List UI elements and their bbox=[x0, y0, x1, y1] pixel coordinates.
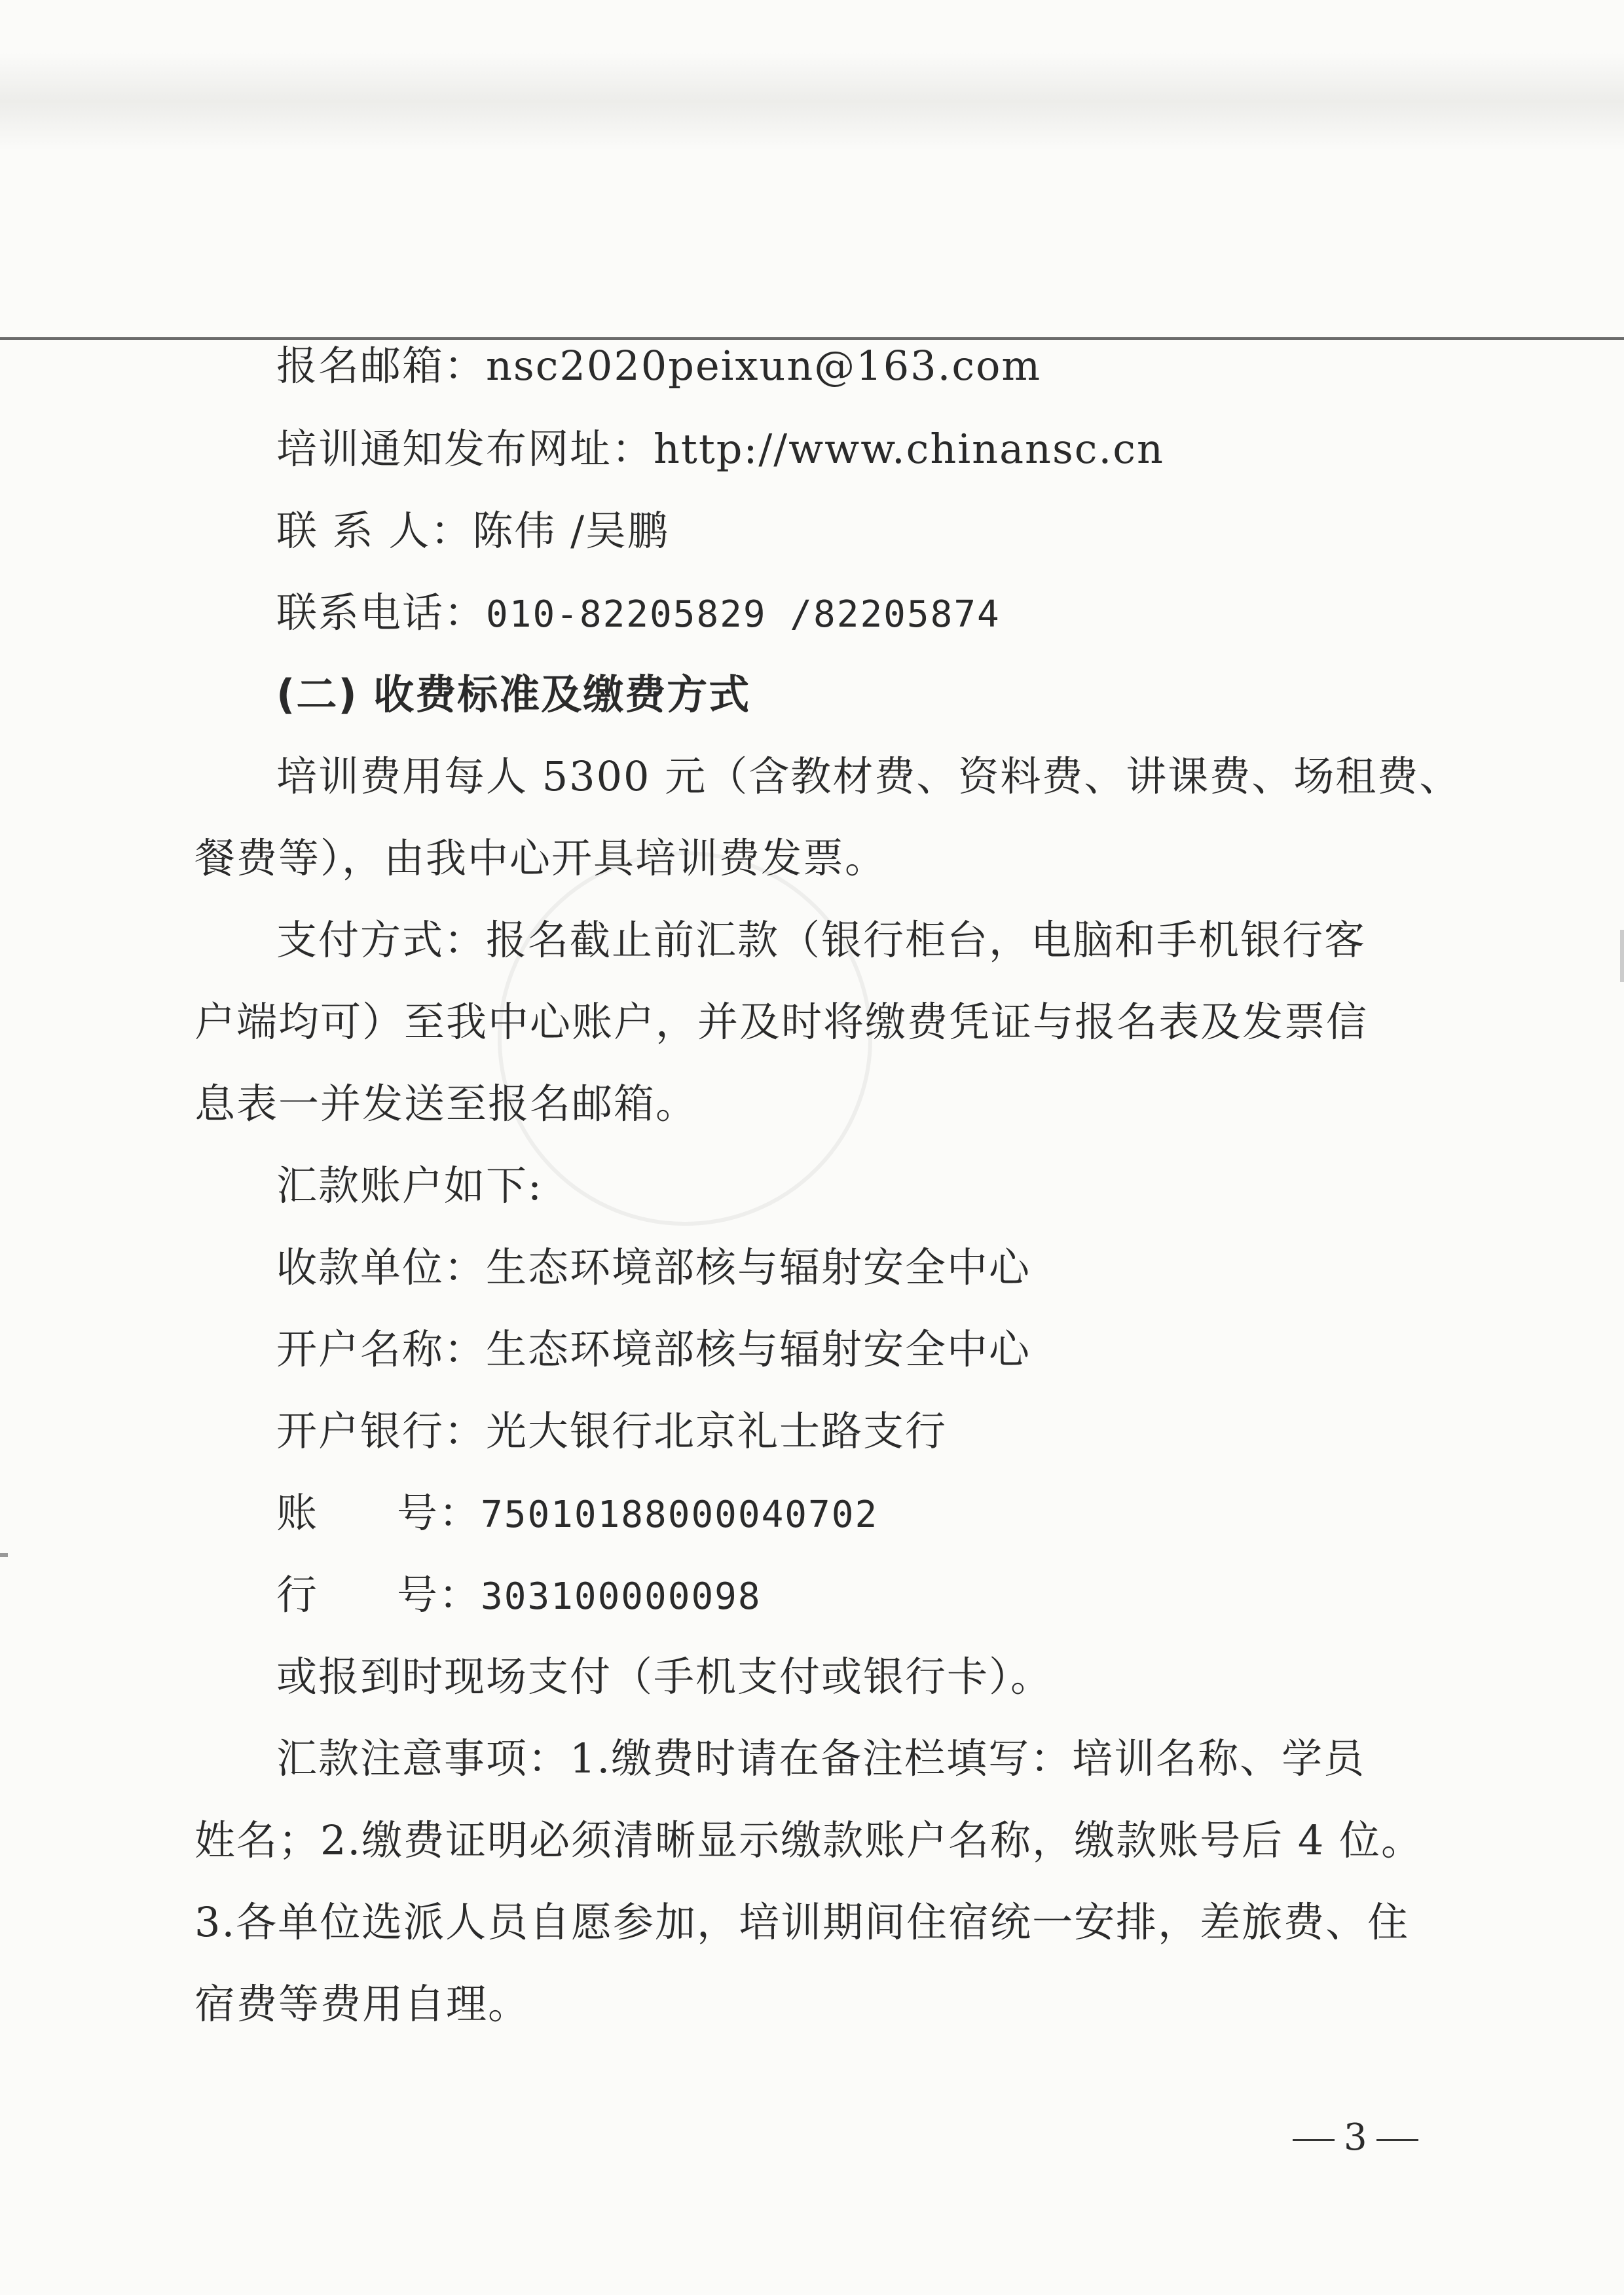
notes-line-3: 3.各单位选派人员自愿参加，培训期间住宿统一安排，差旅费、住 bbox=[194, 1898, 1410, 1946]
payment-line-2: 户端均可）至我中心账户，并及时将缴费凭证与报名表及发票信 bbox=[194, 998, 1369, 1046]
notes-line-2: 姓名；2.缴费证明必须清晰显示缴款账户名称，缴款账号后 4 位。 bbox=[194, 1816, 1424, 1864]
section-heading: (二) 收费标准及缴费方式 bbox=[276, 670, 751, 718]
payee-line: 收款单位：生态环境部核与辐射安全中心 bbox=[276, 1243, 1031, 1291]
bank-code-label-a: 行 bbox=[276, 1571, 319, 1619]
footer-dash-left bbox=[1293, 2139, 1335, 2141]
bank-code-value: 303100000098 bbox=[481, 1575, 762, 1618]
account-number-line bbox=[276, 1489, 879, 1537]
bank-line: 开户银行：光大银行北京礼士路支行 bbox=[276, 1407, 948, 1455]
payment-line-1: 支付方式：报名截止前汇款（银行柜台，电脑和手机银行客 bbox=[276, 916, 1367, 964]
bank-code-label-b: 号： bbox=[397, 1571, 481, 1619]
website-line: 培训通知发布网址：http://www.chinansc.cn bbox=[276, 425, 1164, 473]
contact-line bbox=[276, 507, 670, 555]
notes-line-4: 宿费等费用自理。 bbox=[194, 1980, 530, 2028]
contact-value: 陈伟 /吴鹏 bbox=[472, 507, 670, 555]
page-footer bbox=[1283, 2116, 1428, 2159]
account-name-line: 开户名称：生态环境部核与辐射安全中心 bbox=[276, 1325, 1031, 1373]
email-line: 报名邮箱：nsc2020peixun@163.com bbox=[276, 342, 1042, 390]
phone-line bbox=[276, 589, 1001, 636]
page-number: 3 bbox=[1344, 2116, 1367, 2159]
contact-label: 联 系 人： bbox=[276, 507, 473, 555]
fee-line-1: 培训费用每人 5300 元（含教材费、资料费、讲课费、场租费、 bbox=[276, 752, 1462, 800]
header-rule bbox=[0, 337, 1624, 340]
notes-line-1: 汇款注意事项：1.缴费时请在备注栏填写：培训名称、学员 bbox=[276, 1735, 1366, 1782]
phone-value: 010-82205829 /82205874 bbox=[486, 593, 1001, 636]
payment-line-3: 息表一并发送至报名邮箱。 bbox=[194, 1080, 698, 1128]
onsite-payment-line: 或报到时现场支付（手机支付或银行卡）。 bbox=[276, 1653, 1053, 1700]
account-intro: 汇款账户如下: bbox=[276, 1162, 543, 1209]
account-number-label-b: 号： bbox=[397, 1489, 481, 1537]
footer-dash-right bbox=[1376, 2139, 1418, 2141]
scan-edge-mark bbox=[1620, 930, 1624, 982]
bank-code-line bbox=[276, 1571, 762, 1619]
phone-label: 联系电话： bbox=[276, 589, 487, 636]
scan-shadow-band bbox=[0, 52, 1624, 151]
account-number-label-a: 账 bbox=[276, 1489, 319, 1537]
scan-mark bbox=[0, 1553, 8, 1557]
account-number-value: 75010188000040702 bbox=[481, 1494, 879, 1536]
fee-line-2: 餐费等），由我中心开具培训费发票。 bbox=[194, 834, 887, 882]
